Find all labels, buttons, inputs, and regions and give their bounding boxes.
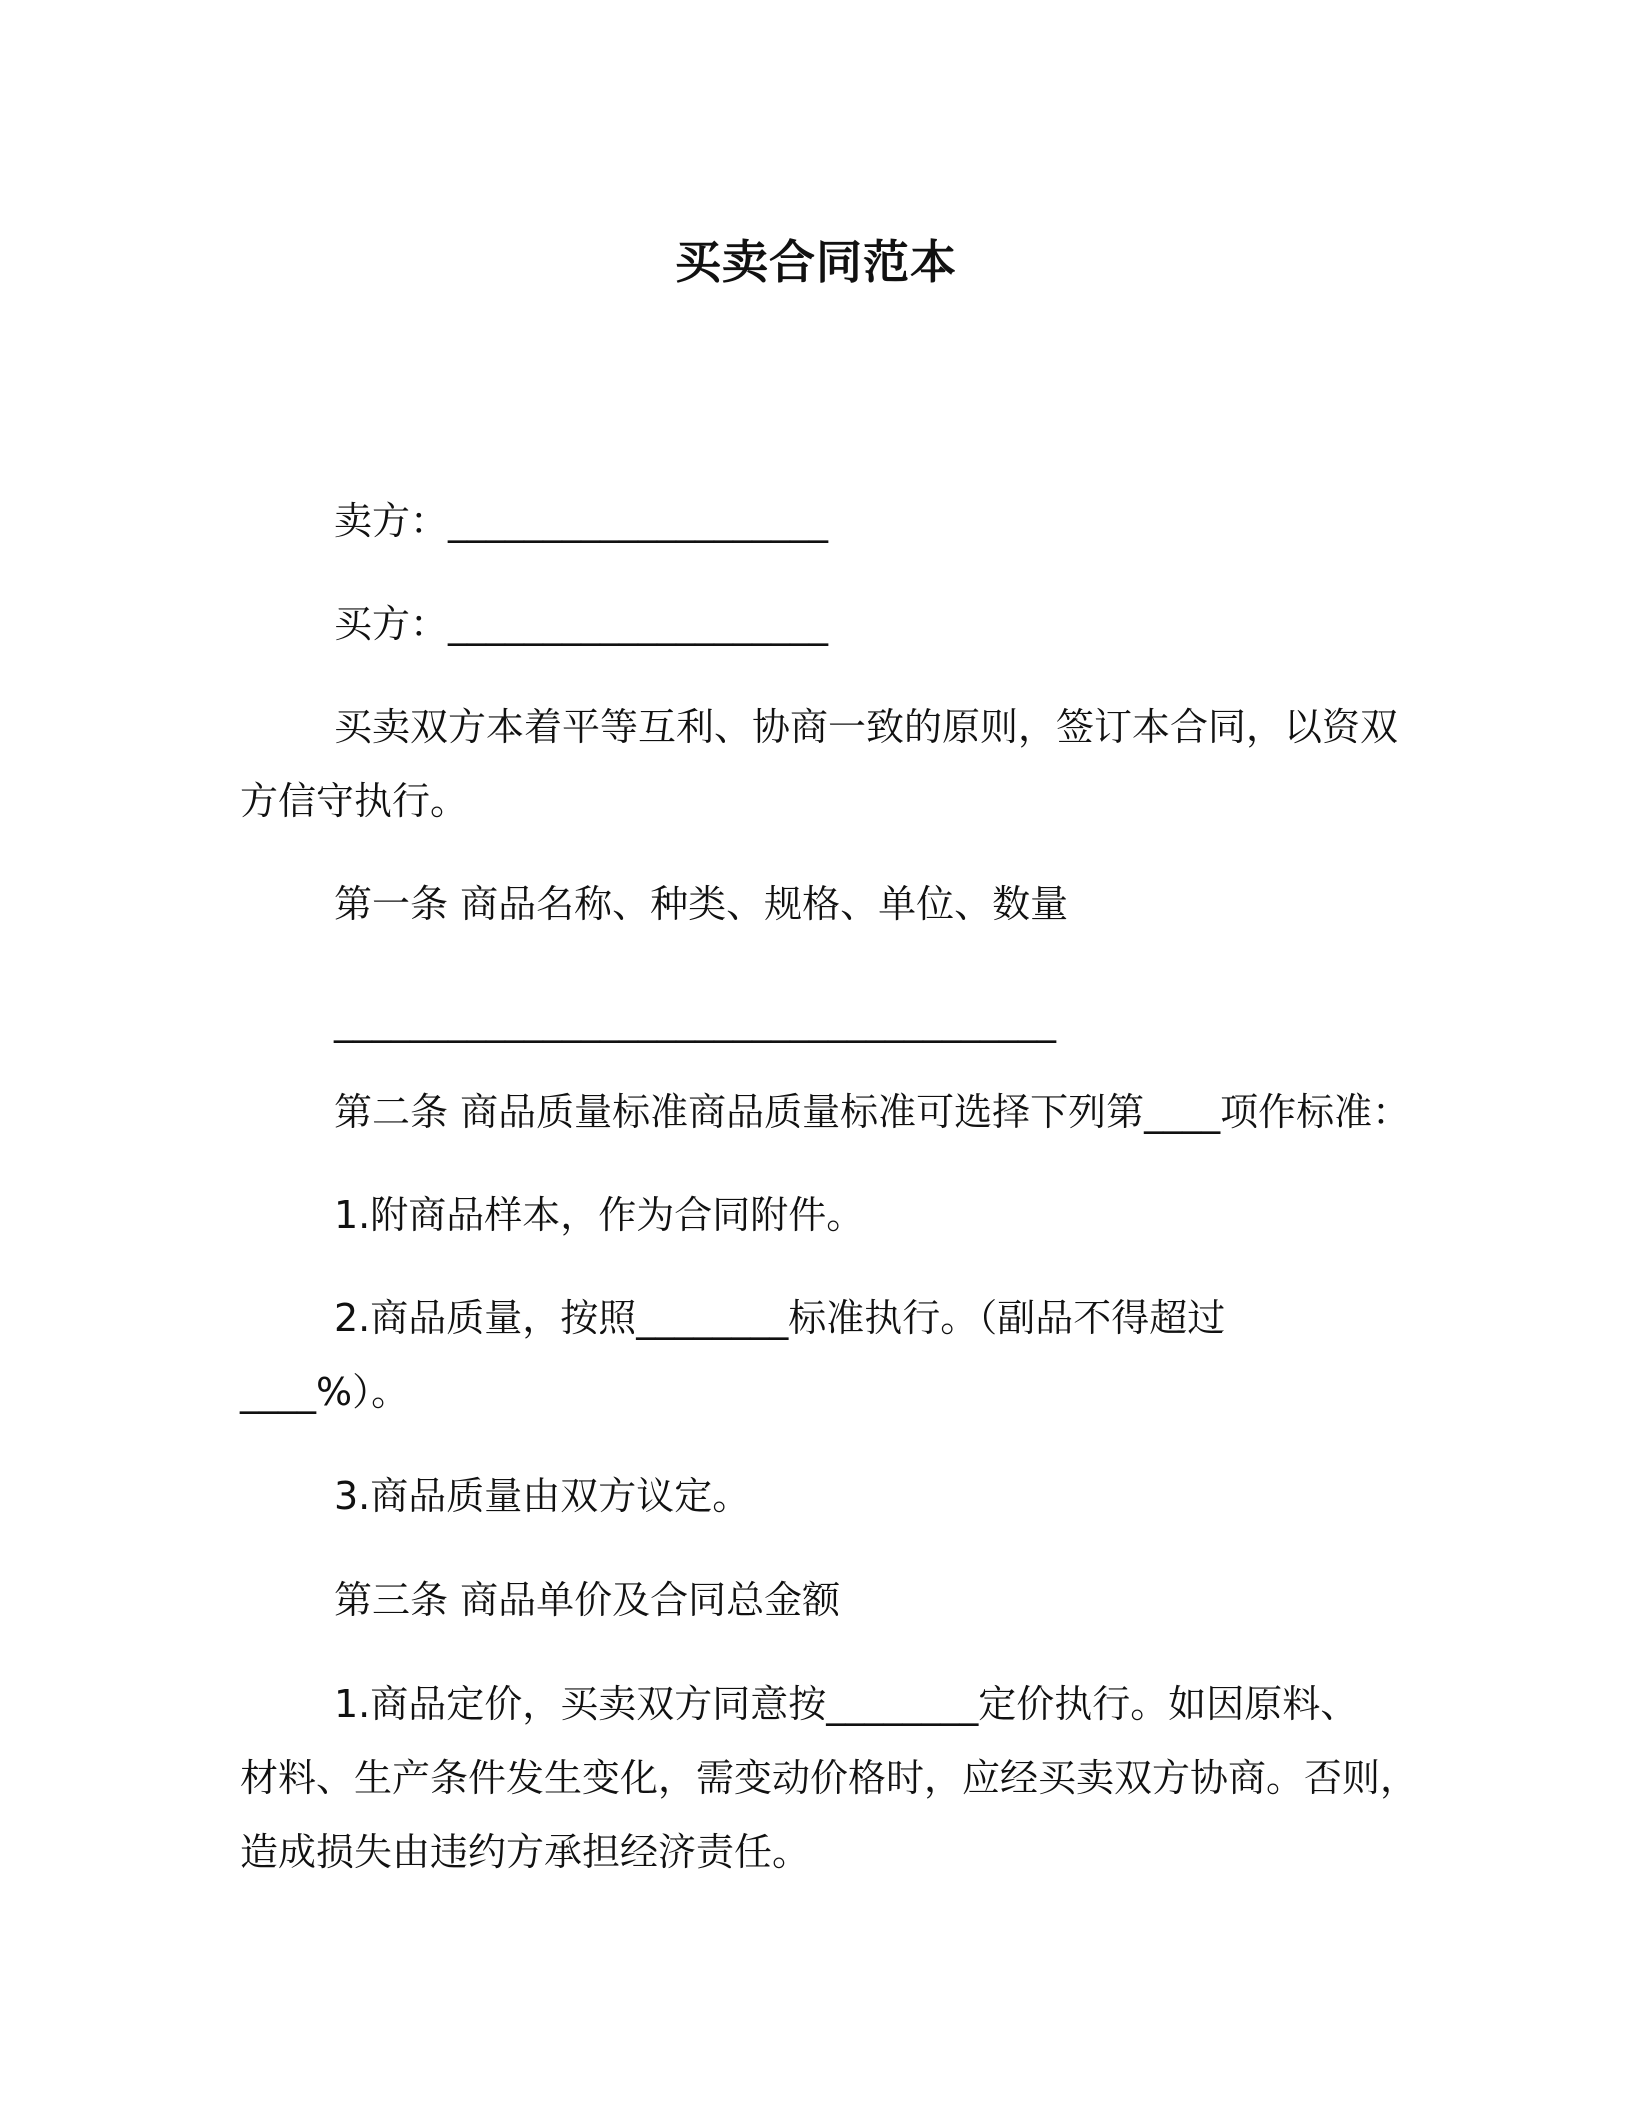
article3-heading: 第三条 商品单价及合同总金额 [334, 1578, 841, 1622]
article2-item2-line2: ____%）。 [240, 1370, 410, 1414]
article2-item3: 3.商品质量由双方议定。 [334, 1474, 751, 1518]
article2-heading: 第二条 商品质量标准商品质量标准可选择下列第____项作标准： [334, 1090, 1411, 1134]
article2-item1: 1.附商品样本，作为合同附件。 [334, 1193, 865, 1237]
document-title: 买卖合同范本 [675, 235, 957, 289]
article2-item2-line1: 2.商品质量，按照________标准执行。（副品不得超过 [334, 1296, 1226, 1340]
seller-line: 卖方：____________________ [334, 499, 829, 543]
article3-item1-line3: 造成损失由违约方承担经济责任。 [240, 1830, 811, 1874]
intro-line-2: 方信守执行。 [240, 779, 469, 823]
intro-line-1: 买卖双方本着平等互利、协商一致的原则，签订本合同，以资双 [334, 705, 1399, 749]
article3-item1-line2: 材料、生产条件发生变化，需变动价格时，应经买卖双方协商。否则， [240, 1756, 1419, 1800]
article1-heading: 第一条 商品名称、种类、规格、单位、数量 [334, 882, 1069, 926]
article3-item1-line1: 1.商品定价，买卖双方同意按________定价执行。如因原料、 [334, 1682, 1359, 1726]
buyer-line: 买方：____________________ [334, 602, 829, 646]
article1-blank: ______________________________________ [334, 999, 1056, 1043]
